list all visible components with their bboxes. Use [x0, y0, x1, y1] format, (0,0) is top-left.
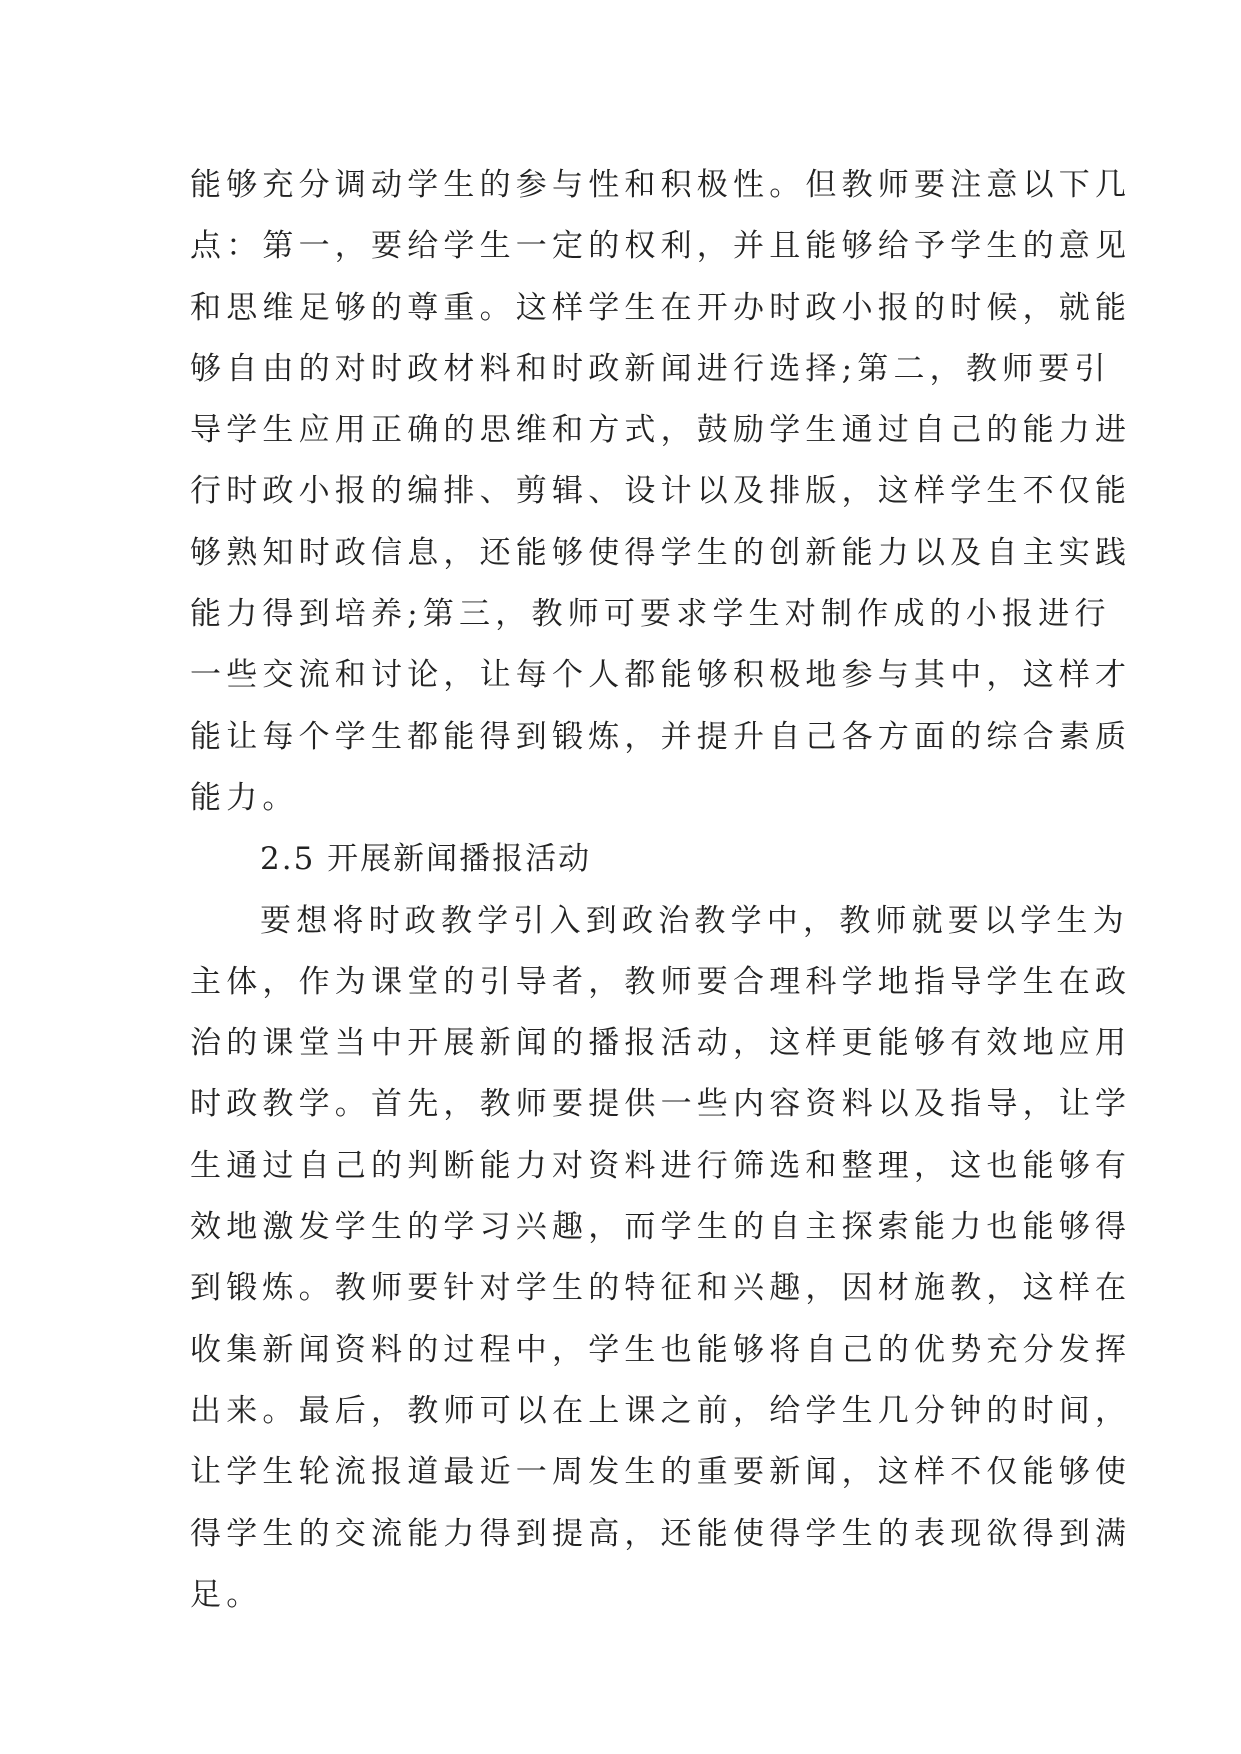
text-line: 一些交流和讨论，让每个人都能够积极地参与其中，这样才: [190, 657, 1132, 694]
text-line: 能够充分调动学生的参与性和积极性。但教师要注意以下几: [190, 167, 1132, 203]
text-line: 能让每个学生都能得到锻炼，并提升自己各方面的综合素质: [190, 718, 1132, 755]
text-line: 行时政小报的编排、剪辑、设计以及排版，这样学生不仅能: [190, 473, 1132, 510]
document-body: [190, 155, 1132, 1626]
text-line: 导学生应用正确的思维和方式，鼓励学生通过自己的能力进: [190, 412, 1132, 449]
text-line: 足。: [190, 1576, 263, 1613]
text-line: 到锻炼。教师要针对学生的特征和兴趣，因材施教，这样在: [190, 1270, 1132, 1307]
paragraph-news-broadcast: [190, 891, 1132, 1627]
text-line: 让学生轮流报道最近一周发生的重要新闻，这样不仅能够使: [190, 1454, 1132, 1491]
text-line: 收集新闻资料的过程中，学生也能够将自己的优势充分发挥: [190, 1331, 1132, 1368]
paragraph-newspaper-guidance: [190, 155, 1132, 829]
text-line: 能力。: [190, 779, 299, 816]
text-line: 能力得到培养;第三，教师可要求学生对制作成的小报进行: [190, 596, 1111, 633]
text-line: 出来。最后，教师可以在上课之前，给学生几分钟的时间，: [190, 1392, 1132, 1429]
text-line: 和思维足够的尊重。这样学生在开办时政小报的时候，就能: [190, 289, 1132, 326]
text-line: 主体，作为课堂的引导者，教师要合理科学地指导学生在政: [190, 963, 1132, 1000]
text-line: 得学生的交流能力得到提高，还能使得学生的表现欲得到满: [190, 1515, 1132, 1552]
text-line: 生通过自己的判断能力对资料进行筛选和整理，这也能够有: [190, 1147, 1132, 1184]
text-line: 要想将时政教学引入到政治教学中，教师就要以学生为: [260, 902, 1129, 939]
section-heading-text: 2.5 开展新闻播报活动: [260, 841, 592, 878]
text-line: 够自由的对时政材料和时政新闻进行选择;第二，教师要引: [190, 350, 1111, 387]
text-line: 点：第一，要给学生一定的权利，并且能够给予学生的意见: [190, 228, 1132, 265]
section-heading: [190, 829, 1050, 890]
text-line: 时政教学。首先，教师要提供一些内容资料以及指导，让学: [190, 1086, 1132, 1123]
text-line: 够熟知时政信息，还能够使得学生的创新能力以及自主实践: [190, 534, 1132, 571]
text-line: 效地激发学生的学习兴趣，而学生的自主探索能力也能够得: [190, 1209, 1132, 1246]
text-line: 治的课堂当中开展新闻的播报活动，这样更能够有效地应用: [190, 1025, 1132, 1062]
